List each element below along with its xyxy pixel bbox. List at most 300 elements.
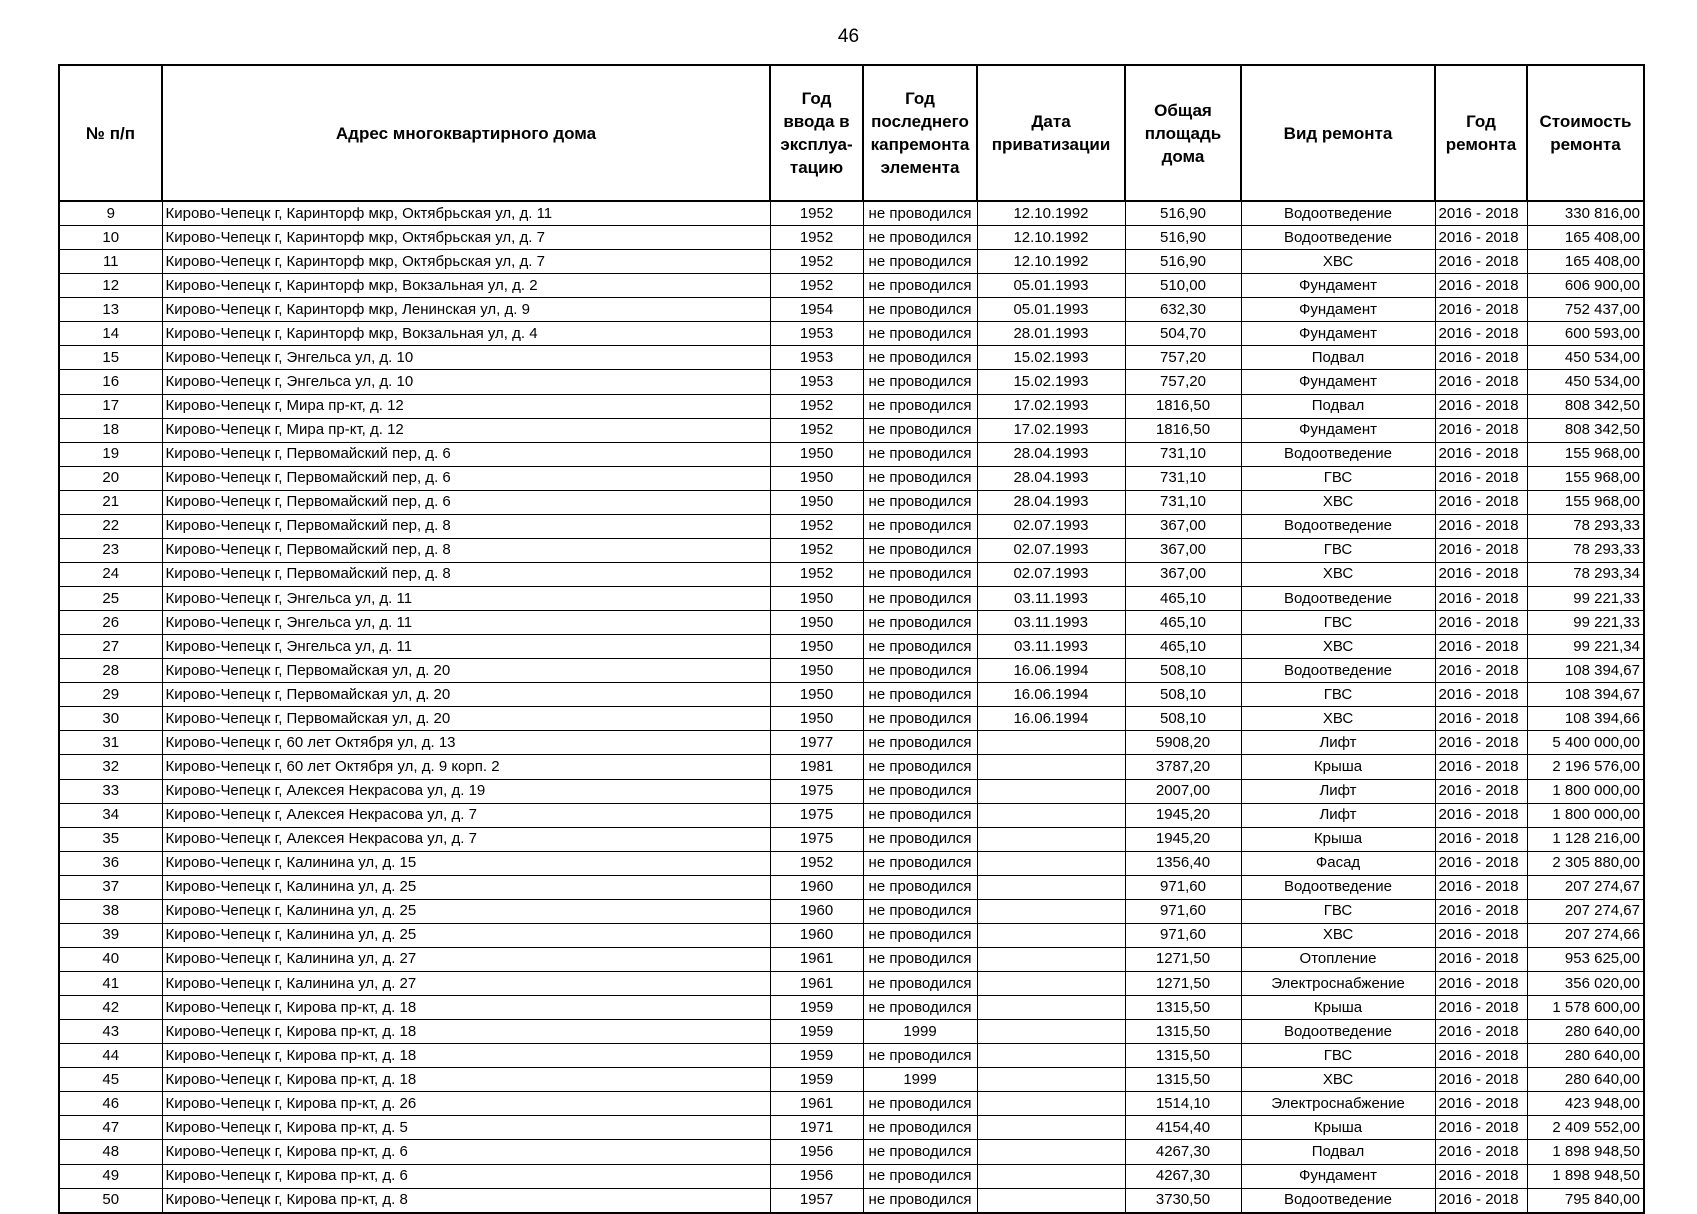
table-row [59,635,1644,659]
year-built-cell: 1977 [770,731,863,755]
header-cost: Стоимость ремонта [1527,65,1644,201]
repair-cost-cell: 165 408,00 [1527,250,1644,274]
row-number: 23 [59,538,162,562]
repair-cost-cell: 5 400 000,00 [1527,731,1644,755]
privatization-date-cell [977,947,1125,971]
last-repair-cell: не проводился [863,947,977,971]
repair-kind-cell: ХВС [1241,1068,1435,1092]
row-number: 50 [59,1188,162,1213]
address-cell: Кирово-Чепецк г, Первомайский пер, д. 6 [162,466,770,490]
last-repair-cell: 1999 [863,1020,977,1044]
address-cell: Кирово-Чепецк г, Первомайский пер, д. 8 [162,538,770,562]
privatization-date-cell: 17.02.1993 [977,418,1125,442]
row-number: 29 [59,683,162,707]
row-number: 33 [59,779,162,803]
table-row [59,875,1644,899]
year-built-cell: 1961 [770,947,863,971]
address-cell: Кирово-Чепецк г, Первомайский пер, д. 6 [162,442,770,466]
repair-cost-cell: 600 593,00 [1527,322,1644,346]
header-privatization: Дата приватизации [977,65,1125,201]
repair-period-cell: 2016 - 2018 [1435,875,1527,899]
repair-cost-cell: 78 293,34 [1527,562,1644,586]
year-built-cell: 1961 [770,972,863,996]
area-cell: 1816,50 [1125,394,1241,418]
repair-cost-cell: 808 342,50 [1527,418,1644,442]
area-cell: 504,70 [1125,322,1241,346]
repair-kind-cell: Крыша [1241,827,1435,851]
area-cell: 465,10 [1125,611,1241,635]
privatization-date-cell: 28.04.1993 [977,466,1125,490]
row-number: 11 [59,250,162,274]
repair-kind-cell: Фундамент [1241,1164,1435,1188]
address-cell: Кирово-Чепецк г, Первомайская ул, д. 20 [162,659,770,683]
row-number: 43 [59,1020,162,1044]
area-cell: 367,00 [1125,562,1241,586]
last-repair-cell: не проводился [863,490,977,514]
repair-kind-cell: ХВС [1241,923,1435,947]
repair-kind-cell: Фасад [1241,851,1435,875]
row-number: 17 [59,394,162,418]
area-cell: 3730,50 [1125,1188,1241,1213]
address-cell: Кирово-Чепецк г, Энгельса ул, д. 10 [162,346,770,370]
year-built-cell: 1952 [770,250,863,274]
repair-kind-cell: Водоотведение [1241,587,1435,611]
last-repair-cell: не проводился [863,250,977,274]
year-built-cell: 1952 [770,274,863,298]
address-cell: Кирово-Чепецк г, 60 лет Октября ул, д. 13 [162,731,770,755]
last-repair-cell: не проводился [863,1188,977,1213]
repair-period-cell: 2016 - 2018 [1435,731,1527,755]
row-number: 36 [59,851,162,875]
repair-kind-cell: Подвал [1241,394,1435,418]
row-number: 30 [59,707,162,731]
table-row [59,659,1644,683]
privatization-date-cell [977,755,1125,779]
year-built-cell: 1975 [770,803,863,827]
row-number: 41 [59,972,162,996]
last-repair-cell: не проводился [863,418,977,442]
address-cell: Кирово-Чепецк г, Алексея Некрасова ул, д. 19 [162,779,770,803]
privatization-date-cell [977,1164,1125,1188]
last-repair-cell: 1999 [863,1068,977,1092]
repair-period-cell: 2016 - 2018 [1435,779,1527,803]
privatization-date-cell: 28.04.1993 [977,490,1125,514]
area-cell: 1514,10 [1125,1092,1241,1116]
repair-period-cell: 2016 - 2018 [1435,923,1527,947]
repair-kind-cell: Лифт [1241,731,1435,755]
year-built-cell: 1953 [770,370,863,394]
area-cell: 1315,50 [1125,1044,1241,1068]
repair-cost-cell: 450 534,00 [1527,370,1644,394]
repair-kind-cell: Подвал [1241,346,1435,370]
year-built-cell: 1971 [770,1116,863,1140]
repair-cost-cell: 280 640,00 [1527,1020,1644,1044]
year-built-cell: 1956 [770,1140,863,1164]
table-row [59,538,1644,562]
area-cell: 508,10 [1125,707,1241,731]
address-cell: Кирово-Чепецк г, Первомайская ул, д. 20 [162,683,770,707]
repair-cost-cell: 155 968,00 [1527,442,1644,466]
repair-period-cell: 2016 - 2018 [1435,298,1527,322]
address-cell: Кирово-Чепецк г, Кирова пр-кт, д. 5 [162,1116,770,1140]
repair-kind-cell: Лифт [1241,803,1435,827]
table-row [59,851,1644,875]
repair-period-cell: 2016 - 2018 [1435,1044,1527,1068]
year-built-cell: 1950 [770,490,863,514]
table-row [59,250,1644,274]
repair-period-cell: 2016 - 2018 [1435,250,1527,274]
last-repair-cell: не проводился [863,899,977,923]
table-row [59,201,1644,226]
privatization-date-cell [977,1140,1125,1164]
privatization-date-cell: 15.02.1993 [977,346,1125,370]
privatization-date-cell: 28.04.1993 [977,442,1125,466]
repair-kind-cell: ГВС [1241,1044,1435,1068]
year-built-cell: 1950 [770,635,863,659]
repair-cost-cell: 207 274,67 [1527,875,1644,899]
repair-kind-cell: Водоотведение [1241,1020,1435,1044]
row-number: 38 [59,899,162,923]
table-row [59,274,1644,298]
privatization-date-cell: 16.06.1994 [977,659,1125,683]
repair-kind-cell: Водоотведение [1241,875,1435,899]
last-repair-cell: не проводился [863,996,977,1020]
address-cell: Кирово-Чепецк г, Алексея Некрасова ул, д. 7 [162,827,770,851]
table-row [59,514,1644,538]
repair-period-cell: 2016 - 2018 [1435,1020,1527,1044]
repair-kind-cell: Фундамент [1241,322,1435,346]
repair-kind-cell: Водоотведение [1241,659,1435,683]
address-cell: Кирово-Чепецк г, Мира пр-кт, д. 12 [162,418,770,442]
repair-period-cell: 2016 - 2018 [1435,899,1527,923]
row-number: 26 [59,611,162,635]
row-number: 21 [59,490,162,514]
table-row [59,1068,1644,1092]
area-cell: 731,10 [1125,490,1241,514]
repair-period-cell: 2016 - 2018 [1435,803,1527,827]
row-number: 20 [59,466,162,490]
repair-period-cell: 2016 - 2018 [1435,514,1527,538]
area-cell: 757,20 [1125,370,1241,394]
last-repair-cell: не проводился [863,346,977,370]
table-row [59,418,1644,442]
repair-kind-cell: Фундамент [1241,370,1435,394]
repair-kind-cell: Водоотведение [1241,1188,1435,1213]
year-built-cell: 1950 [770,587,863,611]
row-number: 12 [59,274,162,298]
year-built-cell: 1950 [770,659,863,683]
year-built-cell: 1959 [770,1044,863,1068]
repair-cost-cell: 280 640,00 [1527,1044,1644,1068]
year-built-cell: 1952 [770,562,863,586]
area-cell: 1816,50 [1125,418,1241,442]
repair-kind-cell: ГВС [1241,538,1435,562]
year-built-cell: 1952 [770,418,863,442]
repair-period-cell: 2016 - 2018 [1435,322,1527,346]
last-repair-cell: не проводился [863,923,977,947]
row-number: 22 [59,514,162,538]
repair-kind-cell: Водоотведение [1241,514,1435,538]
repair-kind-cell: ХВС [1241,635,1435,659]
repair-period-cell: 2016 - 2018 [1435,418,1527,442]
repair-cost-cell: 1 128 216,00 [1527,827,1644,851]
year-built-cell: 1960 [770,875,863,899]
table-row [59,587,1644,611]
address-cell: Кирово-Чепецк г, Калинина ул, д. 25 [162,899,770,923]
table-row [59,923,1644,947]
repair-period-cell: 2016 - 2018 [1435,659,1527,683]
repair-period-cell: 2016 - 2018 [1435,1188,1527,1213]
repair-kind-cell: ГВС [1241,683,1435,707]
area-cell: 367,00 [1125,538,1241,562]
last-repair-cell: не проводился [863,274,977,298]
table-row [59,827,1644,851]
last-repair-cell: не проводился [863,562,977,586]
privatization-date-cell: 05.01.1993 [977,274,1125,298]
privatization-date-cell: 05.01.1993 [977,298,1125,322]
area-cell: 757,20 [1125,346,1241,370]
header-repair-years: Год ремонта [1435,65,1527,201]
repair-kind-cell: Крыша [1241,996,1435,1020]
header-num: № п/п [59,65,162,201]
address-cell: Кирово-Чепецк г, Алексея Некрасова ул, д. 7 [162,803,770,827]
address-cell: Кирово-Чепецк г, Калинина ул, д. 27 [162,972,770,996]
row-number: 19 [59,442,162,466]
year-built-cell: 1952 [770,201,863,226]
table-row [59,394,1644,418]
table-row [59,611,1644,635]
address-cell: Кирово-Чепецк г, Энгельса ул, д. 11 [162,635,770,659]
row-number: 24 [59,562,162,586]
table-row [59,562,1644,586]
privatization-date-cell [977,1068,1125,1092]
repair-cost-cell: 953 625,00 [1527,947,1644,971]
repair-kind-cell: Водоотведение [1241,442,1435,466]
repair-cost-cell: 155 968,00 [1527,490,1644,514]
area-cell: 516,90 [1125,201,1241,226]
repair-cost-cell: 2 196 576,00 [1527,755,1644,779]
repair-kind-cell: Фундамент [1241,418,1435,442]
row-number: 40 [59,947,162,971]
area-cell: 367,00 [1125,514,1241,538]
repair-kind-cell: Лифт [1241,779,1435,803]
year-built-cell: 1952 [770,514,863,538]
area-cell: 510,00 [1125,274,1241,298]
table-row [59,466,1644,490]
privatization-date-cell: 17.02.1993 [977,394,1125,418]
privatization-date-cell: 12.10.1992 [977,201,1125,226]
repair-cost-cell: 108 394,66 [1527,707,1644,731]
repair-kind-cell: Водоотведение [1241,201,1435,226]
area-cell: 971,60 [1125,875,1241,899]
repair-cost-cell: 1 578 600,00 [1527,996,1644,1020]
last-repair-cell: не проводился [863,394,977,418]
address-cell: Кирово-Чепецк г, Мира пр-кт, д. 12 [162,394,770,418]
privatization-date-cell [977,972,1125,996]
repair-cost-cell: 606 900,00 [1527,274,1644,298]
repair-kind-cell: Крыша [1241,755,1435,779]
repair-cost-cell: 207 274,66 [1527,923,1644,947]
header-address: Адрес многоквартирного дома [162,65,770,201]
repair-period-cell: 2016 - 2018 [1435,755,1527,779]
repair-kind-cell: ГВС [1241,466,1435,490]
table-row [59,1188,1644,1213]
repair-kind-cell: Крыша [1241,1116,1435,1140]
row-number: 18 [59,418,162,442]
row-number: 28 [59,659,162,683]
address-cell: Кирово-Чепецк г, Кирова пр-кт, д. 26 [162,1092,770,1116]
year-built-cell: 1952 [770,851,863,875]
row-number: 42 [59,996,162,1020]
table-row [59,707,1644,731]
last-repair-cell: не проводился [863,683,977,707]
address-cell: Кирово-Чепецк г, Энгельса ул, д. 10 [162,370,770,394]
year-built-cell: 1950 [770,442,863,466]
area-cell: 516,90 [1125,226,1241,250]
last-repair-cell: не проводился [863,1140,977,1164]
header-row [59,65,1644,201]
repair-period-cell: 2016 - 2018 [1435,827,1527,851]
address-cell: Кирово-Чепецк г, Первомайская ул, д. 20 [162,707,770,731]
year-built-cell: 1953 [770,322,863,346]
repair-period-cell: 2016 - 2018 [1435,635,1527,659]
repair-period-cell: 2016 - 2018 [1435,442,1527,466]
table-row [59,490,1644,514]
repair-period-cell: 2016 - 2018 [1435,538,1527,562]
area-cell: 1356,40 [1125,851,1241,875]
privatization-date-cell [977,851,1125,875]
repair-period-cell: 2016 - 2018 [1435,1140,1527,1164]
repair-period-cell: 2016 - 2018 [1435,996,1527,1020]
year-built-cell: 1959 [770,1068,863,1092]
repair-cost-cell: 423 948,00 [1527,1092,1644,1116]
area-cell: 508,10 [1125,659,1241,683]
address-cell: Кирово-Чепецк г, Первомайский пер, д. 8 [162,514,770,538]
table-row [59,1164,1644,1188]
repair-kind-cell: ГВС [1241,611,1435,635]
repair-period-cell: 2016 - 2018 [1435,466,1527,490]
repair-cost-cell: 99 221,33 [1527,611,1644,635]
year-built-cell: 1952 [770,226,863,250]
row-number: 27 [59,635,162,659]
last-repair-cell: не проводился [863,875,977,899]
year-built-cell: 1957 [770,1188,863,1213]
last-repair-cell: не проводился [863,972,977,996]
last-repair-cell: не проводился [863,226,977,250]
repair-cost-cell: 78 293,33 [1527,514,1644,538]
table-row [59,298,1644,322]
year-built-cell: 1956 [770,1164,863,1188]
area-cell: 971,60 [1125,899,1241,923]
row-number: 32 [59,755,162,779]
table-row [59,442,1644,466]
last-repair-cell: не проводился [863,442,977,466]
address-cell: Кирово-Чепецк г, Кирова пр-кт, д. 8 [162,1188,770,1213]
last-repair-cell: не проводился [863,587,977,611]
repair-kind-cell: Водоотведение [1241,226,1435,250]
table-row [59,1044,1644,1068]
table-row [59,1116,1644,1140]
repair-kind-cell: Отопление [1241,947,1435,971]
area-cell: 1945,20 [1125,803,1241,827]
last-repair-cell: не проводился [863,538,977,562]
repair-cost-cell: 1 898 948,50 [1527,1140,1644,1164]
area-cell: 3787,20 [1125,755,1241,779]
last-repair-cell: не проводился [863,514,977,538]
address-cell: Кирово-Чепецк г, Кирова пр-кт, д. 18 [162,1044,770,1068]
privatization-date-cell [977,779,1125,803]
address-cell: Кирово-Чепецк г, Кирова пр-кт, д. 6 [162,1140,770,1164]
last-repair-cell: не проводился [863,298,977,322]
repair-cost-cell: 165 408,00 [1527,226,1644,250]
last-repair-cell: не проводился [863,201,977,226]
year-built-cell: 1954 [770,298,863,322]
repair-period-cell: 2016 - 2018 [1435,611,1527,635]
repair-cost-cell: 108 394,67 [1527,659,1644,683]
privatization-date-cell [977,923,1125,947]
row-number: 39 [59,923,162,947]
area-cell: 516,90 [1125,250,1241,274]
year-built-cell: 1959 [770,1020,863,1044]
last-repair-cell: не проводился [863,851,977,875]
row-number: 34 [59,803,162,827]
repair-period-cell: 2016 - 2018 [1435,274,1527,298]
row-number: 44 [59,1044,162,1068]
row-number: 9 [59,201,162,226]
repair-cost-cell: 2 409 552,00 [1527,1116,1644,1140]
last-repair-cell: не проводился [863,755,977,779]
last-repair-cell: не проводился [863,707,977,731]
privatization-date-cell [977,1116,1125,1140]
table-row [59,947,1644,971]
repair-cost-cell: 808 342,50 [1527,394,1644,418]
table-row [59,755,1644,779]
table-body [59,201,1644,1213]
privatization-date-cell: 02.07.1993 [977,514,1125,538]
repair-period-cell: 2016 - 2018 [1435,1092,1527,1116]
repair-period-cell: 2016 - 2018 [1435,201,1527,226]
privatization-date-cell [977,1092,1125,1116]
repair-period-cell: 2016 - 2018 [1435,587,1527,611]
row-number: 13 [59,298,162,322]
repair-cost-cell: 280 640,00 [1527,1068,1644,1092]
repair-period-cell: 2016 - 2018 [1435,370,1527,394]
repair-kind-cell: Подвал [1241,1140,1435,1164]
address-cell: Кирово-Чепецк г, Калинина ул, д. 27 [162,947,770,971]
address-cell: Кирово-Чепецк г, Первомайский пер, д. 6 [162,490,770,514]
privatization-date-cell: 02.07.1993 [977,562,1125,586]
repair-period-cell: 2016 - 2018 [1435,1164,1527,1188]
header-year-built: Год ввода в эксплуа-тацию [770,65,863,201]
header-area: Общая площадь дома [1125,65,1241,201]
repair-period-cell: 2016 - 2018 [1435,1068,1527,1092]
year-built-cell: 1975 [770,827,863,851]
table-row [59,1140,1644,1164]
last-repair-cell: не проводился [863,635,977,659]
last-repair-cell: не проводился [863,1092,977,1116]
year-built-cell: 1952 [770,538,863,562]
privatization-date-cell [977,1020,1125,1044]
header-last-repair: Год последнего капремонта элемента [863,65,977,201]
row-number: 31 [59,731,162,755]
area-cell: 731,10 [1125,442,1241,466]
address-cell: Кирово-Чепецк г, Калинина ул, д. 25 [162,923,770,947]
year-built-cell: 1959 [770,996,863,1020]
address-cell: Кирово-Чепецк г, Каринторф мкр, Октябрьская ул, д. 11 [162,201,770,226]
repair-cost-cell: 2 305 880,00 [1527,851,1644,875]
privatization-date-cell: 02.07.1993 [977,538,1125,562]
area-cell: 4267,30 [1125,1164,1241,1188]
